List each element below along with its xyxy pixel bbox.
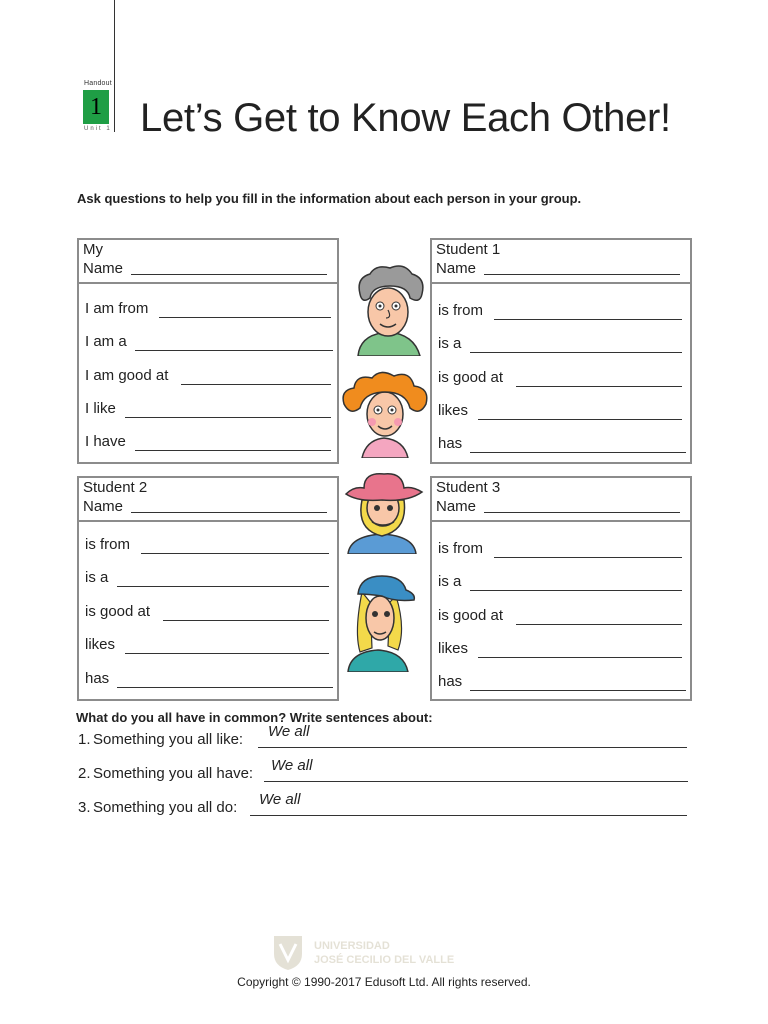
row-label: I have (85, 433, 126, 450)
fill-in-field[interactable] (159, 317, 331, 318)
card-student-2 (77, 476, 339, 701)
row-label: I like (85, 400, 116, 417)
info-row (79, 367, 337, 387)
row-label: I am from (85, 300, 149, 317)
handout-number-badge: 1 (83, 90, 109, 124)
card-who-label: My (83, 241, 103, 258)
row-label: likes (85, 636, 116, 653)
cap-girl-face-icon (344, 572, 420, 672)
info-row (79, 569, 337, 589)
info-row (432, 302, 690, 322)
common-answer-1 (78, 723, 688, 753)
card-who-label: Student 1 (436, 241, 501, 258)
fill-in-field[interactable] (163, 620, 329, 621)
card-header (432, 240, 690, 284)
row-label: has (438, 435, 463, 452)
copyright-text: Copyright © 1990-2017 Edusoft Ltd. All rights reserved. (237, 975, 531, 989)
common-answer-3 (78, 791, 688, 821)
fill-in-field[interactable] (470, 690, 686, 691)
row-label: I am a (85, 333, 127, 350)
info-row (432, 369, 690, 389)
info-row (432, 607, 690, 627)
name-field[interactable] (484, 274, 680, 275)
row-label: is from (438, 540, 483, 557)
row-label: is a (85, 569, 109, 586)
name-field[interactable] (484, 512, 680, 513)
fill-in-field[interactable] (516, 624, 682, 625)
fill-in-field[interactable] (470, 352, 682, 353)
info-row (432, 573, 690, 593)
fill-in-field[interactable] (181, 384, 331, 385)
fill-in-field[interactable] (516, 386, 682, 387)
fill-in-field[interactable] (117, 586, 329, 587)
grandmother-face-icon (350, 264, 430, 356)
fill-in-field[interactable] (470, 590, 682, 591)
unit-label: Unit 1 (84, 126, 112, 132)
card-who-label: Student 2 (83, 479, 148, 496)
answer-field[interactable] (258, 747, 687, 748)
row-label: likes (438, 640, 469, 657)
university-watermark (272, 932, 455, 972)
info-row (432, 402, 690, 422)
fill-in-field[interactable] (135, 450, 331, 451)
header-divider-line (114, 0, 115, 132)
fill-in-field[interactable] (117, 687, 333, 688)
info-row (432, 640, 690, 660)
info-row (79, 300, 337, 320)
fill-in-field[interactable] (470, 452, 686, 453)
name-label: Name (83, 260, 124, 277)
info-row (432, 673, 690, 693)
row-label: is good at (438, 369, 504, 386)
fill-in-field[interactable] (125, 653, 329, 654)
info-row (79, 670, 337, 690)
row-label: is a (438, 573, 462, 590)
card-my (77, 238, 339, 464)
name-label: Name (436, 498, 477, 515)
item-starter: We all (259, 791, 301, 808)
card-who-label: Student 3 (436, 479, 501, 496)
common-question: What do you all have in common? Write sentences about: (76, 710, 433, 725)
common-answer-2 (78, 757, 688, 787)
page-title: Let’s Get to Know Each Other! (140, 96, 671, 140)
card-student-1 (430, 238, 692, 464)
handout-label: Handout (84, 80, 112, 87)
name-label: Name (83, 498, 124, 515)
row-label: I am good at (85, 367, 169, 384)
info-row (432, 435, 690, 455)
card-student-3 (430, 476, 692, 701)
university-crest-icon (272, 934, 304, 972)
info-row (432, 335, 690, 355)
row-label: is a (438, 335, 462, 352)
fill-in-field[interactable] (494, 319, 682, 320)
name-field[interactable] (131, 512, 327, 513)
fill-in-field[interactable] (135, 350, 333, 351)
row-label: is from (85, 536, 130, 553)
info-row (79, 333, 337, 353)
name-field[interactable] (131, 274, 327, 275)
answer-field[interactable] (250, 815, 687, 816)
fill-in-field[interactable] (141, 553, 329, 554)
info-row (79, 603, 337, 623)
row-label: is from (438, 302, 483, 319)
curly-girl-face-icon (340, 370, 430, 458)
fill-in-field[interactable] (494, 557, 682, 558)
watermark-line-1: UNIVERSIDAD (314, 940, 390, 952)
card-header (79, 478, 337, 522)
info-row (79, 400, 337, 420)
row-label: is good at (438, 607, 504, 624)
item-number: 3. (78, 799, 91, 816)
fill-in-field[interactable] (478, 657, 682, 658)
cowboy-face-icon (342, 470, 426, 554)
instructions-text: Ask questions to help you fill in the information about each person in your group. (77, 191, 582, 206)
row-label: has (438, 673, 463, 690)
item-number: 2. (78, 765, 91, 782)
item-prompt: Something you all like: (93, 731, 244, 748)
info-row (79, 433, 337, 453)
fill-in-field[interactable] (478, 419, 682, 420)
info-row (79, 536, 337, 556)
answer-field[interactable] (264, 781, 688, 782)
row-label: likes (438, 402, 469, 419)
fill-in-field[interactable] (125, 417, 331, 418)
item-starter: We all (268, 723, 310, 740)
info-row (432, 540, 690, 560)
item-prompt: Something you all do: (93, 799, 238, 816)
card-header (432, 478, 690, 522)
row-label: is good at (85, 603, 151, 620)
card-header (79, 240, 337, 284)
watermark-line-2: JOSÉ CECILIO DEL VALLE (314, 954, 455, 966)
info-row (79, 636, 337, 656)
item-prompt: Something you all have: (93, 765, 254, 782)
item-number: 1. (78, 731, 91, 748)
item-starter: We all (271, 757, 313, 774)
name-label: Name (436, 260, 477, 277)
row-label: has (85, 670, 110, 687)
